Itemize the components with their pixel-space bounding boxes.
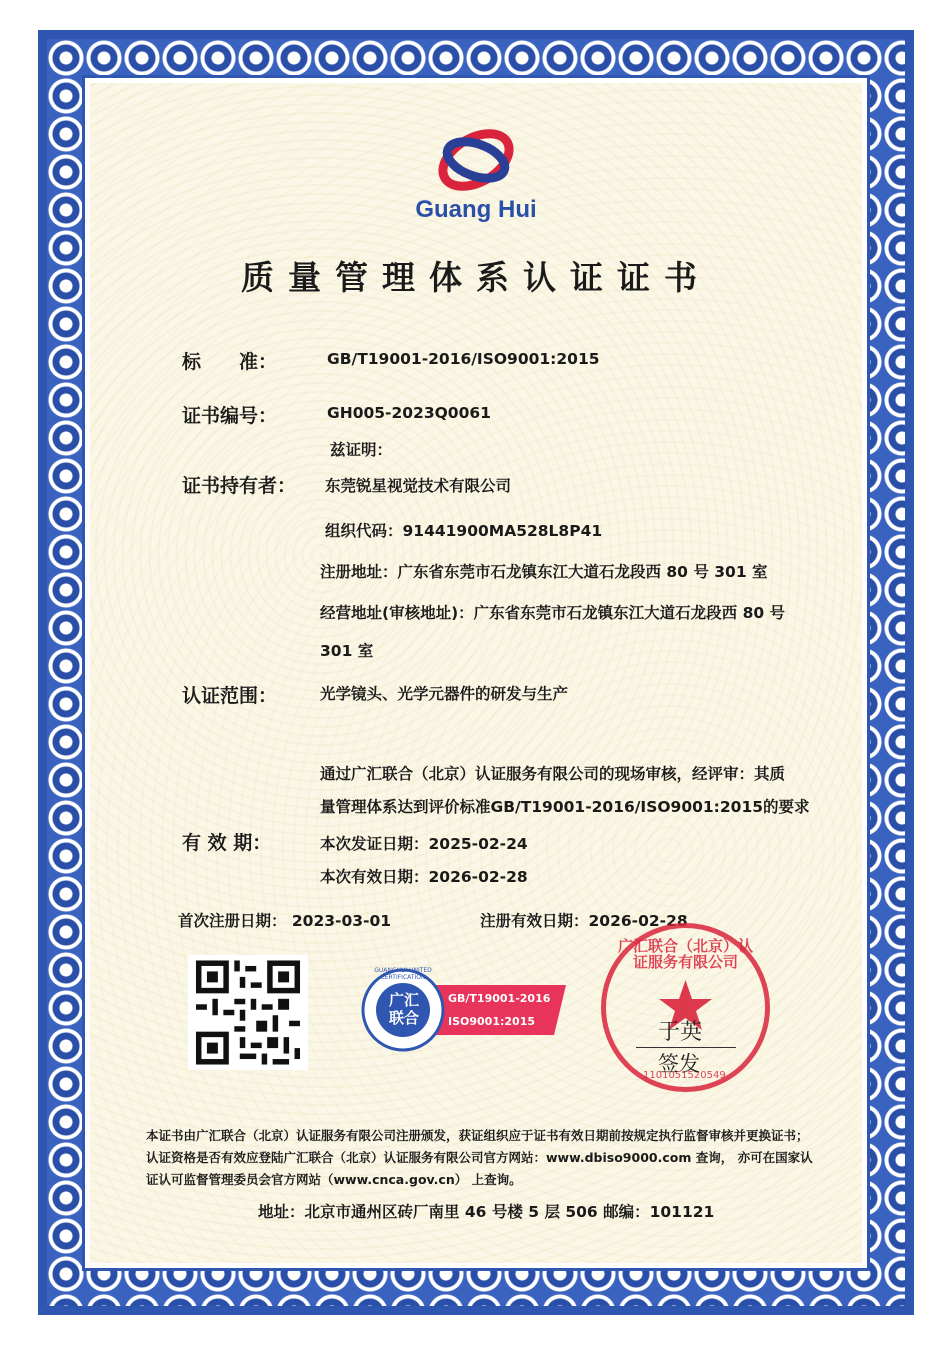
certification-badge	[358, 965, 568, 1055]
cert-number-value: GH005-2023Q0061	[327, 404, 491, 422]
badge-standard-2: ISO9001:2015	[448, 1015, 535, 1028]
scope-value: 光学镜头、光学元器件的研发与生产	[320, 685, 569, 703]
registration-valid-date: 注册有效日期：2026-02-28	[480, 912, 688, 930]
validity-label: 有 效 期：	[182, 832, 272, 854]
holder-op-address-1: 经营地址(审核地址)：广东省东莞市石龙镇东江大道石龙段西 80 号	[320, 604, 786, 622]
seal-number: 1101051520549	[643, 1070, 726, 1081]
holder-reg-address: 注册地址：广东省东莞市石龙镇东江大道石龙段西 80 号 301 室	[320, 563, 768, 581]
footer-line-2: 认证资格是否有效应登陆广汇联合（北京）认证服务有限公司官方网站：www.dbiso9000.com 查询， 亦可在国家认	[146, 1150, 813, 1165]
signature: 于英	[658, 1020, 703, 1045]
statement-line-1: 通过广汇联合（北京）认证服务有限公司的现场审核，经评审：其质	[320, 765, 786, 783]
seal-ring-text: 广汇联合（北京）认证服务有限公司	[617, 937, 753, 971]
sign-label: 签发	[658, 1052, 700, 1076]
badge-left-line2: 联合	[388, 1009, 419, 1027]
footer-address: 地址：北京市通州区砖厂南里 46 号楼 5 层 506 邮编：101121	[258, 1203, 715, 1221]
holder-company: 东莞锐星视觉技术有限公司	[325, 477, 512, 495]
holder-op-address-2: 301 室	[320, 642, 374, 660]
qr-code-icon	[188, 955, 308, 1070]
validity-expiry-date: 本次有效日期：2026-02-28	[320, 868, 528, 886]
certificate-title: 质量管理体系认证证书	[241, 258, 711, 297]
official-seal	[598, 920, 773, 1095]
badge-standard-1: GB/T19001-2016	[448, 992, 551, 1005]
first-registration-date: 首次注册日期： 2023-03-01	[178, 912, 392, 930]
badge-left-line1: 广汇	[388, 991, 419, 1009]
holder-label: 证书持有者：	[182, 475, 297, 497]
certify-text: 兹证明：	[330, 441, 393, 459]
holder-org-code: 组织代码：91441900MA528L8P41	[325, 522, 603, 540]
standard-label: 标 准：	[182, 351, 278, 373]
scope-label: 认证范围：	[182, 685, 278, 707]
validity-issue-date: 本次发证日期：2025-02-24	[320, 835, 528, 853]
logo-brand-text: Guang Hui	[415, 196, 537, 223]
standard-value: GB/T19001-2016/ISO9001:2015	[327, 350, 600, 368]
statement-line-2: 量管理体系达到评价标准GB/T19001-2016/ISO9001:2015的要求	[320, 798, 810, 816]
badge-ring-text: GUANGHUI UNITED CERTIFICATION	[374, 967, 432, 981]
footer-line-1: 本证书由广汇联合（北京）认证服务有限公司注册颁发，获证组织应于证书有效日期前按规定执行监督审核并更换证书；	[146, 1128, 809, 1143]
footer-line-3: 证认可监督管理委员会官方网站（www.cnca.gov.cn） 上查询。	[146, 1172, 522, 1187]
qr-code	[188, 955, 308, 1070]
cert-number-label: 证书编号：	[182, 405, 278, 427]
guanghui-logo-icon	[430, 120, 522, 200]
